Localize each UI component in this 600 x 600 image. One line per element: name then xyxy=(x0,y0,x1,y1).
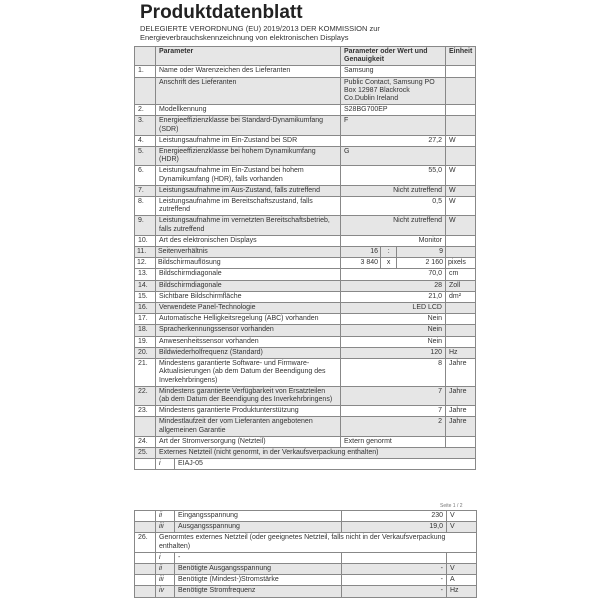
row-unit: Jahre xyxy=(446,406,476,417)
row-unit: A xyxy=(447,575,477,586)
row-unit: V xyxy=(447,511,477,522)
row-value: Nein xyxy=(341,325,446,336)
table-row xyxy=(135,522,477,533)
table-row xyxy=(135,303,476,314)
header-value: Parameter oder Wert und Genauigkeit xyxy=(341,47,446,66)
row-parameter: Anwesenheitssensor vorhanden xyxy=(156,336,341,347)
row-unit xyxy=(446,105,476,116)
row-number: 7. xyxy=(135,185,156,196)
row-value: Nein xyxy=(341,314,446,325)
row-number: 2. xyxy=(135,105,156,116)
table-row xyxy=(135,135,476,146)
row-unit: Hz xyxy=(446,347,476,358)
sub-row-index: iv xyxy=(156,586,175,597)
row-parameter: Verwendete Panel-Technologie xyxy=(156,303,341,314)
row-unit: Jahre xyxy=(446,417,476,436)
sub-row-index: iii xyxy=(156,575,175,586)
row-number: 1. xyxy=(135,66,156,77)
table-row xyxy=(135,386,476,405)
table-row xyxy=(135,291,476,302)
row-parameter: Seitenverhältnis xyxy=(156,247,341,258)
row-number: 17. xyxy=(135,314,156,325)
table-row xyxy=(135,105,476,116)
table-row xyxy=(135,325,476,336)
row-value: 19,0 xyxy=(342,522,447,533)
table-row xyxy=(135,459,476,470)
row-parameter: Energieeffizienzklasse bei Standard-Dynamikumfang (SDR) xyxy=(156,116,341,135)
table-row xyxy=(135,406,476,417)
row-number xyxy=(135,575,156,586)
row-number: 14. xyxy=(135,280,156,291)
sub-row-index: i xyxy=(156,459,175,469)
row-parameter: Name oder Warenzeichen des Lieferanten xyxy=(156,66,341,77)
row-value: - xyxy=(342,586,447,597)
row-unit xyxy=(446,235,476,246)
row-parameter: Art der Stromversorgung (Netzteil) xyxy=(156,436,341,447)
row-value: Public Contact, Samsung PO Box 12987 Blackrock Co.Dublin Ireland xyxy=(341,77,446,105)
row-unit: W xyxy=(446,135,476,146)
row-unit: pixels xyxy=(446,258,476,269)
table-row xyxy=(135,77,476,105)
row-parameter: Bildschirmdiagonale xyxy=(156,269,341,280)
row-number: 20. xyxy=(135,347,156,358)
header-parameter: Parameter xyxy=(156,47,341,66)
row-value: Samsung xyxy=(341,66,446,77)
page-number: Seite 1 / 2 xyxy=(440,503,463,509)
table-row xyxy=(135,586,477,597)
regulation-intro: DELEGIERTE VERORDNUNG (EU) 2019/2013 DER KOMMISSION zur Energieverbrauchskennzeichnung von elektronischen Displays xyxy=(140,24,380,42)
row-unit: W xyxy=(446,166,476,185)
row-parameter: Automatische Helligkeitsregelung (ABC) vorhanden xyxy=(156,314,341,325)
row-parameter: Modellkennung xyxy=(156,105,341,116)
table-row xyxy=(135,116,476,135)
row-parameter: Mindestens garantierte Verfügbarkeit von Ersatzteilen (ab dem Datum der Beendigung des Inverkehrbringens) xyxy=(156,386,341,405)
row-unit: W xyxy=(446,216,476,235)
row-parameter: Leistungsaufnahme im Aus-Zustand, falls zutreffend xyxy=(156,185,341,196)
row-unit xyxy=(446,66,476,77)
row-unit xyxy=(446,303,476,314)
row-number: 12. xyxy=(135,258,156,269)
row-number xyxy=(135,77,156,105)
table-row xyxy=(135,166,476,185)
sub-row-index: iii xyxy=(156,522,175,533)
table-row xyxy=(135,235,476,246)
row-parameter: Leistungsaufnahme im vernetzten Bereitschaftsbetrieb, falls zutreffend xyxy=(156,216,341,235)
row-unit: cm xyxy=(446,269,476,280)
table-row xyxy=(135,258,476,269)
row-unit xyxy=(446,436,476,447)
row-number: 24. xyxy=(135,436,156,447)
row-value: - xyxy=(342,564,447,575)
row-parameter: Leistungsaufnahme im Ein-Zustand bei hohem Dynamikumfang (HDR), falls vorhanden xyxy=(156,166,341,185)
row-number: 18. xyxy=(135,325,156,336)
sub-row-index: ii xyxy=(156,564,175,575)
row-parameter: Ausgangsspannung xyxy=(175,522,342,533)
table-row xyxy=(135,447,476,458)
row-value: 7 xyxy=(341,386,446,405)
row-number: 5. xyxy=(135,147,156,166)
parameter-table xyxy=(134,46,476,470)
row-parameter: Eingangsspannung xyxy=(175,511,342,522)
row-number: 11. xyxy=(135,247,156,258)
row-value: 8 xyxy=(341,359,446,387)
table-row xyxy=(135,197,476,216)
parameter-table-page-2 xyxy=(134,510,477,598)
row-value: Nicht zutreffend xyxy=(341,216,446,235)
table-row xyxy=(135,436,476,447)
row-value: 55,0 xyxy=(341,166,446,185)
row-number: 25. xyxy=(135,447,156,458)
row-number: 3. xyxy=(135,116,156,135)
row-number xyxy=(135,586,156,597)
row-parameter: Externes Netzteil (nicht genormt, in der Verkaufsverpackung enthalten) xyxy=(156,447,476,458)
sub-row-index: i xyxy=(156,552,175,563)
row-number: 8. xyxy=(135,197,156,216)
row-unit xyxy=(446,147,476,166)
row-value: 27,2 xyxy=(341,135,446,146)
row-number: 6. xyxy=(135,166,156,185)
sub-row-value: EIAJ-05 xyxy=(178,460,203,468)
row-number xyxy=(135,552,156,563)
table-row xyxy=(135,269,476,280)
sub-row-index: ii xyxy=(156,511,175,522)
row-value-a: 3 840 xyxy=(341,258,381,269)
row-number: 21. xyxy=(135,359,156,387)
table-row xyxy=(135,336,476,347)
row-number xyxy=(135,522,156,533)
row-parameter: Benötigte Ausgangsspannung xyxy=(175,564,342,575)
table-row xyxy=(135,564,477,575)
table-row xyxy=(135,575,477,586)
row-value: 0,5 xyxy=(341,197,446,216)
row-value-b: 9 xyxy=(397,247,446,258)
row-number: 15. xyxy=(135,291,156,302)
row-parameter: - xyxy=(175,552,342,563)
row-number xyxy=(135,511,156,522)
table-row xyxy=(135,216,476,235)
row-parameter: Bildschirmdiagonale xyxy=(156,280,341,291)
row-value: - xyxy=(342,575,447,586)
row-value: 230 xyxy=(342,511,447,522)
row-value: G xyxy=(341,147,446,166)
row-parameter: Mindestens garantierte Produktunterstützung xyxy=(156,406,341,417)
row-unit: Zoll xyxy=(446,280,476,291)
table-row xyxy=(135,347,476,358)
row-unit xyxy=(446,314,476,325)
row-parameter: Energieeffizienzklasse bei hohem Dynamikumfang (HDR) xyxy=(156,147,341,166)
row-unit: W xyxy=(446,185,476,196)
row-parameter: Mindestens garantierte Software- und Firmware-Aktualisierungen (ab dem Datum der Beendigung des Inverkehrbringens) xyxy=(156,359,341,387)
row-number: 10. xyxy=(135,235,156,246)
row-unit: V xyxy=(447,522,477,533)
row-parameter: Anschrift des Lieferanten xyxy=(156,77,341,105)
row-value-separator: : xyxy=(381,247,397,258)
row-unit xyxy=(446,336,476,347)
row-number xyxy=(135,459,156,470)
row-unit: dm² xyxy=(446,291,476,302)
row-unit xyxy=(446,325,476,336)
row-value-separator: x xyxy=(381,258,397,269)
row-number: 13. xyxy=(135,269,156,280)
row-parameter: Genormtes externes Netzteil (oder geeignetes Netzteil, falls nicht in der Verkaufsverpackung enthalten) xyxy=(156,533,477,552)
row-value: 120 xyxy=(341,347,446,358)
row-parameter: Bildschirmauflösung xyxy=(156,258,341,269)
table-row xyxy=(135,314,476,325)
row-number: 19. xyxy=(135,336,156,347)
table-row xyxy=(135,185,476,196)
table-row xyxy=(135,247,476,258)
row-unit: Jahre xyxy=(446,386,476,405)
row-value: 21,0 xyxy=(341,291,446,302)
row-parameter: Art des elektronischen Displays xyxy=(156,235,341,246)
row-unit: V xyxy=(447,564,477,575)
row-unit: W xyxy=(446,197,476,216)
row-unit xyxy=(447,552,477,563)
row-parameter: Sichtbare Bildschirmfläche xyxy=(156,291,341,302)
table-row xyxy=(135,533,477,552)
row-value: Monitor xyxy=(341,235,446,246)
table-row xyxy=(135,552,477,563)
row-value: 70,0 xyxy=(341,269,446,280)
table-row xyxy=(135,417,476,436)
row-number: 22. xyxy=(135,386,156,405)
row-number: 4. xyxy=(135,135,156,146)
row-parameter: Spracherkennungssensor vorhanden xyxy=(156,325,341,336)
row-value: 2 xyxy=(341,417,446,436)
table-row xyxy=(135,511,477,522)
row-value-b: 2 160 xyxy=(397,258,446,269)
row-value: Nein xyxy=(341,336,446,347)
table-row xyxy=(135,359,476,387)
row-number: 9. xyxy=(135,216,156,235)
header-number xyxy=(135,47,156,66)
row-unit xyxy=(446,77,476,105)
table-header-row xyxy=(135,47,476,66)
row-parameter: Leistungsaufnahme im Bereitschaftszustand, falls zutreffend xyxy=(156,197,341,216)
row-unit xyxy=(446,247,476,258)
table-row xyxy=(135,66,476,77)
row-parameter: Mindestlaufzeit der vom Lieferanten angebotenen allgemeinen Garantie xyxy=(156,417,341,436)
row-value: LED LCD xyxy=(341,303,446,314)
row-unit: Hz xyxy=(447,586,477,597)
row-value: 7 xyxy=(341,406,446,417)
sub-row-container xyxy=(156,459,476,470)
row-unit: Jahre xyxy=(446,359,476,387)
row-parameter: Bildwiederholfrequenz (Standard) xyxy=(156,347,341,358)
row-number xyxy=(135,417,156,436)
row-parameter: Benötigte Stromfrequenz xyxy=(175,586,342,597)
row-value-a: 16 xyxy=(341,247,381,258)
row-value: S28BG700EP xyxy=(341,105,446,116)
row-value: F xyxy=(341,116,446,135)
table-row xyxy=(135,147,476,166)
row-number xyxy=(135,564,156,575)
row-value: 28 xyxy=(341,280,446,291)
row-value: Extern genormt xyxy=(341,436,446,447)
row-parameter: Benötigte (Mindest-)Stromstärke xyxy=(175,575,342,586)
row-value xyxy=(342,552,447,563)
row-unit xyxy=(446,116,476,135)
row-number: 23. xyxy=(135,406,156,417)
row-number: 26. xyxy=(135,533,156,552)
table-row xyxy=(135,280,476,291)
row-number: 16. xyxy=(135,303,156,314)
header-unit: Einheit xyxy=(446,47,476,66)
row-parameter: Leistungsaufnahme im Ein-Zustand bei SDR xyxy=(156,135,341,146)
page-title: Produktdatenblatt xyxy=(140,2,303,23)
row-value: Nicht zutreffend xyxy=(341,185,446,196)
